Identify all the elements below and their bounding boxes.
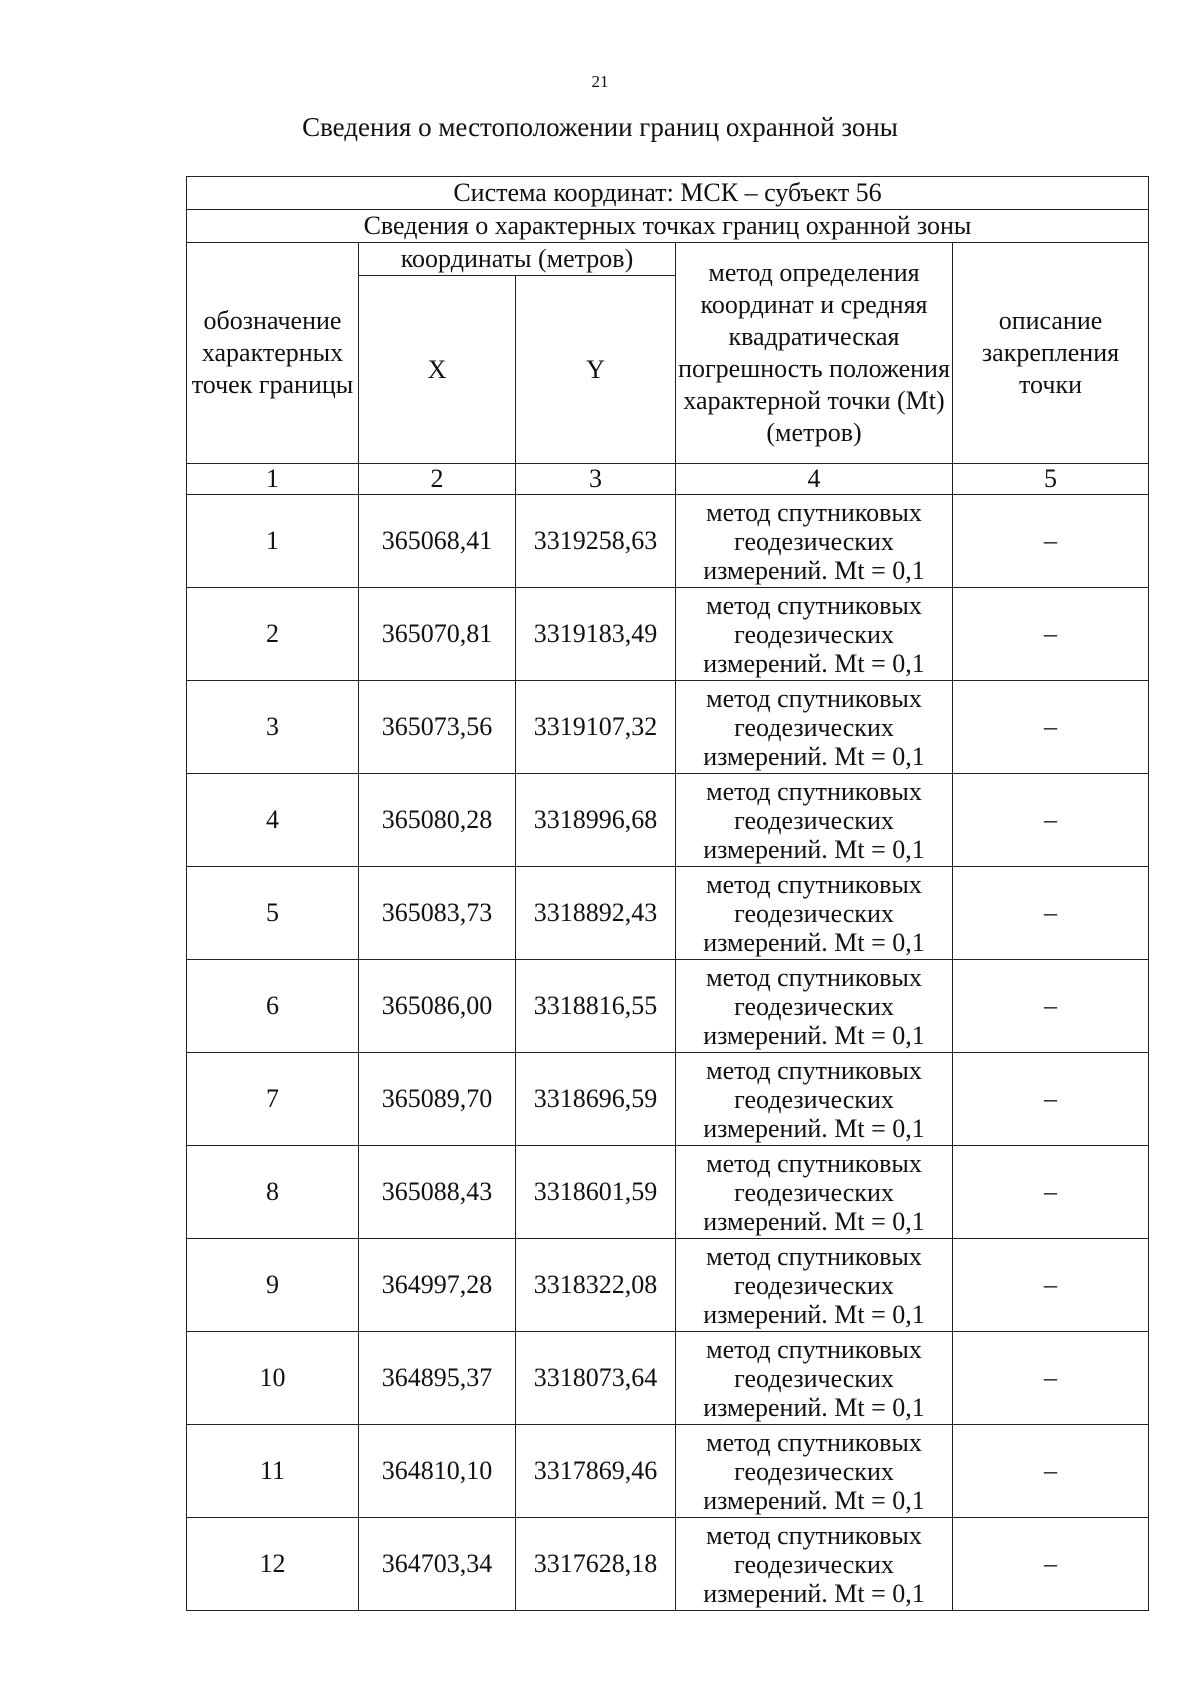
method-cell: метод спутниковых геодезических измерений. Mt = 0,1	[676, 1146, 953, 1239]
method-cell: метод спутниковых геодезических измерений. Mt = 0,1	[676, 1053, 953, 1146]
method-cell: метод спутниковых геодезических измерений. Mt = 0,1	[676, 681, 953, 774]
description-cell: –	[953, 588, 1149, 681]
method-header: метод определения координат и средняя квадратическая погрешность положения характерной точки (Mt) (метров)	[676, 243, 953, 464]
point-cell: 9	[187, 1239, 359, 1332]
column-number: 4	[676, 464, 953, 495]
header-row	[187, 243, 1149, 276]
description-cell: –	[953, 1332, 1149, 1425]
y-coordinate-cell: 3318696,59	[516, 1053, 676, 1146]
column-number: 2	[359, 464, 516, 495]
description-header: описание закрепления точки	[953, 243, 1149, 464]
table-row	[187, 774, 1149, 867]
table-row	[187, 1425, 1149, 1518]
table-row	[187, 1053, 1149, 1146]
page-number: 21	[591, 72, 609, 91]
coordinate-system-cell: Система координат: МСК – субъект 56	[187, 177, 1149, 210]
x-coordinate-cell: 364895,37	[359, 1332, 516, 1425]
x-coordinate-cell: 365073,56	[359, 681, 516, 774]
section-row	[187, 210, 1149, 243]
table-row	[187, 960, 1149, 1053]
x-coordinate-cell: 365080,28	[359, 774, 516, 867]
column-number: 5	[953, 464, 1149, 495]
description-cell: –	[953, 1146, 1149, 1239]
x-coordinate-cell: 365086,00	[359, 960, 516, 1053]
table-row	[187, 1332, 1149, 1425]
point-cell: 4	[187, 774, 359, 867]
y-coordinate-cell: 3318996,68	[516, 774, 676, 867]
y-coordinate-cell: 3319258,63	[516, 495, 676, 588]
method-cell: метод спутниковых геодезических измерений. Mt = 0,1	[676, 867, 953, 960]
method-cell: метод спутниковых геодезических измерений. Mt = 0,1	[676, 1425, 953, 1518]
page-title: Сведения о местоположении границ охранной зоны	[302, 112, 898, 142]
table-row	[187, 1239, 1149, 1332]
y-coordinate-cell: 3318073,64	[516, 1332, 676, 1425]
column-number: 3	[516, 464, 676, 495]
method-cell: метод спутниковых геодезических измерений. Mt = 0,1	[676, 960, 953, 1053]
coordinates-table	[186, 176, 1149, 1611]
column-number-row	[187, 464, 1149, 495]
point-cell: 11	[187, 1425, 359, 1518]
x-coordinate-cell: 364810,10	[359, 1425, 516, 1518]
x-header: X	[359, 276, 516, 464]
point-cell: 6	[187, 960, 359, 1053]
method-cell: метод спутниковых геодезических измерений. Mt = 0,1	[676, 1518, 953, 1611]
x-coordinate-cell: 365089,70	[359, 1053, 516, 1146]
point-label-header: обозначение характерных точек границы	[187, 243, 359, 464]
point-cell: 12	[187, 1518, 359, 1611]
table-row	[187, 867, 1149, 960]
y-coordinate-cell: 3318816,55	[516, 960, 676, 1053]
x-coordinate-cell: 365068,41	[359, 495, 516, 588]
y-coordinate-cell: 3317628,18	[516, 1518, 676, 1611]
point-cell: 1	[187, 495, 359, 588]
section-title-cell: Сведения о характерных точках границ охранной зоны	[187, 210, 1149, 243]
y-coordinate-cell: 3319107,32	[516, 681, 676, 774]
y-coordinate-cell: 3318322,08	[516, 1239, 676, 1332]
description-cell: –	[953, 681, 1149, 774]
x-coordinate-cell: 365088,43	[359, 1146, 516, 1239]
y-coordinate-cell: 3317869,46	[516, 1425, 676, 1518]
method-cell: метод спутниковых геодезических измерений. Mt = 0,1	[676, 774, 953, 867]
table-row	[187, 1146, 1149, 1239]
y-header: Y	[516, 276, 676, 464]
y-coordinate-cell: 3319183,49	[516, 588, 676, 681]
method-cell: метод спутниковых геодезических измерений. Mt = 0,1	[676, 495, 953, 588]
system-row	[187, 177, 1149, 210]
y-coordinate-cell: 3318892,43	[516, 867, 676, 960]
point-cell: 8	[187, 1146, 359, 1239]
column-number: 1	[187, 464, 359, 495]
x-coordinate-cell: 364703,34	[359, 1518, 516, 1611]
point-cell: 2	[187, 588, 359, 681]
point-cell: 3	[187, 681, 359, 774]
method-cell: метод спутниковых геодезических измерений. Mt = 0,1	[676, 1239, 953, 1332]
table-row	[187, 495, 1149, 588]
y-coordinate-cell: 3318601,59	[516, 1146, 676, 1239]
description-cell: –	[953, 1053, 1149, 1146]
description-cell: –	[953, 1239, 1149, 1332]
description-cell: –	[953, 1425, 1149, 1518]
coords-header: координаты (метров)	[359, 243, 676, 276]
method-cell: метод спутниковых геодезических измерений. Mt = 0,1	[676, 588, 953, 681]
x-coordinate-cell: 365070,81	[359, 588, 516, 681]
description-cell: –	[953, 774, 1149, 867]
method-cell: метод спутниковых геодезических измерений. Mt = 0,1	[676, 1332, 953, 1425]
point-cell: 5	[187, 867, 359, 960]
point-cell: 7	[187, 1053, 359, 1146]
description-cell: –	[953, 495, 1149, 588]
table-row	[187, 681, 1149, 774]
description-cell: –	[953, 1518, 1149, 1611]
description-cell: –	[953, 960, 1149, 1053]
x-coordinate-cell: 364997,28	[359, 1239, 516, 1332]
table-row	[187, 588, 1149, 681]
description-cell: –	[953, 867, 1149, 960]
table-row	[187, 1518, 1149, 1611]
x-coordinate-cell: 365083,73	[359, 867, 516, 960]
point-cell: 10	[187, 1332, 359, 1425]
